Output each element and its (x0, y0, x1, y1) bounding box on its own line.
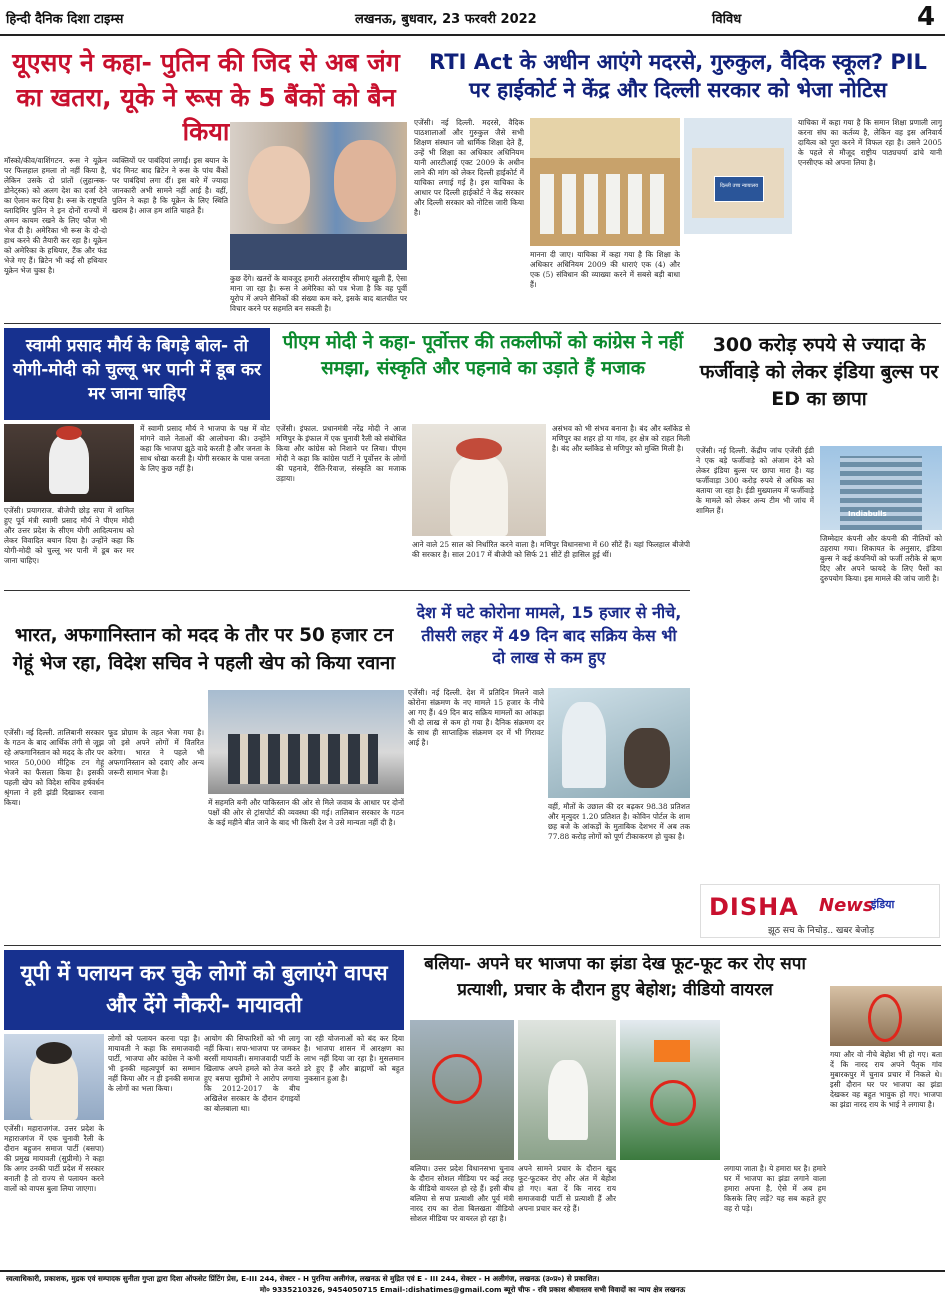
narad-rai-photo-1 (410, 1020, 514, 1160)
story-headline[interactable]: स्वामी प्रसाद मौर्य के बिगड़े बोल- तो योगी-मोदी को चुल्लू भर पानी में डूब कर मर जाना चाहिए (4, 328, 270, 420)
story-body-col3: लगाया जाता है। ये हमारा घर है। हमारे घर में भाजपा का झंडा लगाने वाला हमारा अपना है, ऐसे में अब हम किसके लिए लड़ें? यह सब कहते हुए वह रो पड़े। (724, 1164, 826, 1213)
page-number: 4 (916, 2, 936, 32)
logo-tagline: झूठ सच के निचोड़.. खबर बेजोड़ (767, 926, 875, 936)
story-body-col2: में स्वामी प्रसाद मौर्य ने भाजपा के पक्ष में वोट मांगने वाले नेताओं की आलोचना की। उन्होंने कहा कि भाजपा झूठे वादे करती है और जनता के साथ धोखा करती है। योगी सरकार के पास जनता के लिए कुछ नहीं है। (140, 424, 270, 473)
story-body-col2: अपने सामने प्रचार के दौरान खुद फूट-फूटकर रोए और अंत में बेहोश हो गए। बता दें कि नारद राय समाजवादी पार्टी से प्रत्याशी हैं और अपना प्रचार कर रहे हैं। (518, 1164, 616, 1213)
biden-face-icon (248, 146, 310, 224)
story-body-col2: फूड प्रोग्राम के तहत भेजा गया है। जो इसे अपने लोगों में वितरित करेगा। भारत ने पहले भी अफगानिस्तान को दवाएं और अन्य जरूरी सामान भेजा है। (108, 728, 204, 777)
story-corona (408, 594, 690, 942)
high-court-building-photo (684, 118, 792, 234)
divider (4, 945, 941, 946)
footer (0, 1270, 945, 1295)
biden-putin-photo (230, 122, 407, 270)
story-headline[interactable]: यूपी में पलायन कर चुके लोगों को बुलाएंगे वापस और देंगे नौकरी- मायावती (4, 950, 404, 1030)
patient-icon (624, 728, 670, 788)
story-body-col3: आने वाले 25 साल को निर्धारित करने वाला है। मणिपुर विधानसभा में 60 सीटें हैं। यहां फिलहाल बीजेपी की सरकार है। साल 2017 में बीजेपी को सिर्फ 21 सीटें ही हासिल हुई थीं। (412, 540, 690, 559)
section-label: विविध (712, 12, 742, 27)
indiabulls-building-photo (820, 446, 942, 530)
story-body-col4: गया और वो नीचे बेहोश भी हो गए। बता दें कि नारद राय अपने पैतृक गांव मुबारकपुर में चुनाव प्रचार में निकले थे। इसी दौरान घर पर भाजपा का झंडा देखकर वह बहुत भावुक हो गए। भाजपा का झंडा नारद राय के भाई ने लगाया है। (830, 1050, 942, 1109)
red-circle-highlight (432, 1054, 482, 1104)
story-body-col1: एजेंसी। इंफाल. प्रधानमंत्री नरेंद्र मोदी ने आज मणिपुर के इंफाल में एक चुनावी रैली को संबोधित किया और कांग्रेस को निशाने पर लिया। पीएम मोदी ने कहा कि कांग्रेस पार्टी ने पूर्वोत्तर के लोगों की पहनावे, रीति-रिवाज, संस्कृति का मजाक उड़ाया। (276, 424, 406, 483)
story-body-col4: जा रही योजनाओं को बंद कर दिया है। भाजपा शासन में आरक्षण का लाभ नहीं दिया जा रहा है। मुसलमान डरे हुए हैं और ब्राह्मणों को बहुत नुकसान हुआ है। (304, 1034, 404, 1083)
madrasa-students-photo (530, 118, 680, 246)
story-body-col2b (684, 238, 792, 318)
story-indiabulls (696, 326, 942, 926)
bjp-flag-icon (654, 1040, 690, 1062)
court-signboard: दिल्ली उच्च न्यायालय (714, 176, 764, 202)
story-body-col1: एजेंसी। नई दिल्ली. मदरसे, वैदिक पाठशालाओं और गुरुकुल जैसे सभी शिक्षण संस्थान जो धार्मिक शिक्षा देते हैं, उन्हें भी शिक्षा का अधिकार अधिनियम यानी आरटीआई एक्ट 2009 के अधीन लाने की मांग को लेकर दिल्ली हाईकोर्ट में याचिका लगाई गई है। इस याचिका के आधार पर दिल्ली हाईकोर्ट ने केंद्र सरकार और दिल्ली सरकार को नोटिस जारी किया है। (414, 118, 524, 217)
story-headline[interactable]: यूएसए ने कहा- पुतिन की जिद से अब जंग का खतरा, यूके ने रूस के 5 बैंकों को बैन किया (12, 48, 400, 146)
story-headline[interactable]: भारत, अफगानिस्तान को मदद के तौर पर 50 हजार टन गेहूं भेज रहा, विदेश सचिव ने पहली खेप को किया रवाना (12, 625, 396, 674)
divider (4, 323, 941, 324)
modi-figure-icon (450, 454, 508, 536)
story-body-col2: व्यक्तियों पर पाबंदियां लगाईं। इस बयान के चंद मिनट बाद ब्रिटेन ने रूस के पांच बैंकों पर पाबंदियां लगा दीं। इस बारे में ज्यादा जानकारी अभी सामने नहीं आई है। वहीं, पुतिन ने कहा है कि यूक्रेन के लिए स्थिति खराब है। आज हम शांति चाहते हैं। (112, 156, 228, 215)
footer-line2: मो० 9335210326, 9454050715 Email-:dishatimes@gmail.com ब्यूरो चीफ - रवि प्रकाश श्रीवास्तव सभी विवादों का न्याय क्षेत्र लखनऊ (259, 1285, 686, 1294)
story-body-col1: एजेंसी। प्रयागराज. बीजेपी छोड़ सपा में शामिल हुए पूर्व मंत्री स्वामी प्रसाद मौर्य ने पीएम मोदी और उत्तर प्रदेश के सीएम योगी आदित्यनाथ को लेकर विवादित बयान दिया है। उन्होंने कहा कि योगी-मोदी को चुल्लू भर पानी में डूब कर मर जाना चाहिए। (4, 506, 134, 565)
story-body-col3: याचिका में कहा गया है कि समान शिक्षा प्रणाली लागू करना संघ का कर्तव्य है, लेकिन वह इस अनिवार्य दायित्व को पूरा करने में विफल रहा है। उसने 2005 के पहले से मौजूद राष्ट्रीय पाठ्यचर्या ढांचे यानी एनसीएफ को अपना लिया है। (798, 118, 942, 167)
swami-prasad-photo (4, 424, 134, 502)
wheat-flagoff-photo (208, 690, 404, 794)
story-headline[interactable]: बलिया- अपने घर भाजपा का झंडा देख फूट-फूट कर रोए सपा प्रत्याशी, प्रचार के दौरान हुए बेहोश; वीडियो वायरल (424, 954, 806, 1000)
story-body-col3: आयोग की सिफारिशों को भी लागू नहीं किया। सपा-भाजपा पर जमकर बरसीं मायावती। समाजवादी पार्टी के खिलाफ अपने हमले को तेज करते हुए बसपा सुप्रीमो ने आरोप लगाया कि 2012-2017 के बीच अखिलेश सरकार के दौरान दंगाइयों का बोलबाला था। (204, 1034, 300, 1113)
story-body-col3: कुछ देंगे। खतरों के बावजूद हमारी अंतरराष्ट्रीय सीमाएं खुली हैं, ऐसा माना जा रहा है। रूस ने अमेरिका को पत्र भेजा है कि वह पूर्वी यूरोप में अपने सैनिकों की संख्या कम करे, इसके बाद बातचीत पर विचार करने पर सहमति बन सकती है। (230, 274, 407, 313)
story-body-col2: वहीं, मौतों के उछाल की दर बढ़कर 98.38 प्रतिशत और मृत्युदर 1.20 प्रतिशत है। कोविन पोर्टल के शाम छह बजे के आंकड़ों के मुताबिक देशभर में अब तक 77.88 करोड़ लोगों को पूर्ण टीकाकरण हो चुका है। (548, 802, 690, 841)
mayawati-photo (4, 1034, 104, 1120)
story-headline-line2[interactable]: पर हाईकोर्ट ने केंद्र और दिल्ली सरकार को भेजा नोटिस (469, 78, 887, 102)
story-headline-line1[interactable]: RTI Act के अधीन आएंगे मदरसे, गुरुकुल, वैदिक स्कूल? PIL (429, 50, 927, 74)
story-body-col1: बलिया। उत्तर प्रदेश विधानसभा चुनाव के दौरान सोशल मीडिया पर कई तरह के वीडियो वायरल हो रहे हैं। इसी बीच बलिया से सपा प्रत्याशी और पूर्व मंत्री नारद राय का रोता बिलखता वीडियो सोशल मीडिया पर वायरल हो रहा है। (410, 1164, 514, 1223)
story-mayawati (4, 948, 404, 1268)
story-usa-putin (4, 42, 407, 318)
narad-rai-photo-3 (620, 1020, 720, 1160)
covid-test-photo (548, 688, 690, 798)
story-rti-act (412, 42, 944, 318)
logo-name-suffix: News (819, 895, 874, 916)
story-body-col1: एजेंसी। नई दिल्ली. तालिबानी सरकार के गठन के बाद आर्थिक तंगी से जूझ रहे अफगानिस्तान को मदद के तौर पर भारत 50,000 मीट्रिक टन गेहूं भेजने का फैसला किया है। इसकी पहली खेप को विदेश सचिव हर्षवर्धन श्रृंगला ने हरी झंडी दिखाकर रवाना किया। (4, 728, 104, 807)
story-body-col3: में सहमति बनी और पाकिस्तान की ओर से मिले जवाब के आधार पर दोनों पक्षों की ओर से ट्रांसपोर्ट की व्यवस्था की गई। तालिबान सरकार के गठन के कई महीने बीत जाने के बाद भी किसी देश ने उसे मान्यता नहीं दी है। (208, 798, 404, 827)
disha-news-logo (700, 884, 940, 938)
logo-name: DISHA (709, 893, 799, 921)
paper-name: हिन्दी दैनिक दिशा टाइम्स (6, 12, 124, 27)
story-body-col2: असंभव को भी संभव बनाना है। बंद और ब्लॉकेड से मणिपुर का शहर हो या गांव, हर क्षेत्र को राहत मिली है। बंद और ब्लॉकेड से मणिपुर को मुक्ति मिली है। (552, 424, 690, 453)
narad-rai-photo-4 (830, 986, 942, 1046)
story-body-col1: एजेंसी। महाराजगंज. उत्तर प्रदेश के महाराजगंज में एक चुनावी रैली के दौरान बहुजन समाज पार्टी (बसपा) की प्रमुख मायावती (सुप्रीमो) ने कहा कि अगर उनकी पार्टी प्रदेश में सरकार बनाती है तो राज्य से पलायन करने वालों को वापस बुला लिया जाएगा। (4, 1124, 104, 1193)
story-headline[interactable]: पीएम मोदी ने कहा- पूर्वोत्तर की तकलीफों को कांग्रेस ने नहीं समझा, संस्कृति और पहनावे का उड़ाते हैं मजाक (282, 332, 684, 379)
health-worker-icon (562, 702, 606, 788)
story-body-col2: लोगों को पलायन करना पड़ा है। मायावती ने कहा कि समाजवादी पार्टी, भाजपा और कांग्रेस ने कभी भी इनकी महत्वपूर्ण का सम्मान नहीं किया और न ही इनकी समाज के लोगों का भला किया। (108, 1034, 200, 1093)
indiabulls-sign: Indiabulls (848, 510, 887, 518)
story-body-col2: जिम्मेदार कंपनी और कंपनी की नीतियों को ठहराया गया। शिकायत के अनुसार, इंडिया बुल्स ने कई कंपनियों को फर्जी तरीके से ऋण दिए और अपने फायदे के लिए पैसों का दुरुपयोग किया। इस मामले की जांच जारी है। (820, 534, 942, 583)
logo-sub: इंडिया (871, 898, 895, 911)
footer-line1: स्वत्वाधिकारी, प्रकाशक, मुद्रक एवं सम्पादक सुनीता गुप्ता द्वारा दिशा ऑफसेट प्रिंटिंग प्रेस, E-III 244, सेक्टर - H पुरनिया अलीगंज, लखनऊ से मुद्रित एवं E - III 244, सेक्टर - H अलीगंज, लखनऊ (उ०प्र०) से प्रकाशित। (6, 1274, 600, 1283)
story-pm-modi (276, 326, 690, 586)
speaker-figure-icon (49, 434, 89, 494)
dateline: लखनऊ, बुधवार, 23 फरवरी 2022 (355, 12, 537, 27)
putin-face-icon (334, 140, 396, 222)
narad-rai-photo-2 (518, 1020, 616, 1160)
pm-modi-photo (412, 424, 546, 536)
story-body-col1: एजेंसी। नई दिल्ली. केंद्रीय जांच एजेंसी ईडी ने एक बड़े फर्जीवाड़े को अंजाम देने को लेकर इंडिया बुल्स पर छापा मारा है। यह फर्जीवाड़ा 300 करोड़ रुपये से अधिक का बताया जा रहा है। ईडी मुख्यालय में फर्जीवाड़े के मामले को लेकर अन्य टीम भी जांच में शामिल हैं। (696, 446, 814, 515)
story-afghanistan-wheat (4, 594, 404, 942)
story-ballia (410, 948, 942, 1268)
story-headline[interactable]: 300 करोड़ रुपये से ज्यादा के फर्जीवाड़े को लेकर इंडिया बुल्स पर ED का छापा (699, 334, 939, 410)
story-body-col2: मानना दी जाए। याचिका में कहा गया है कि शिक्षा के अधिकार अधिनियम 2009 की धाराएं एक (4) और एक (5) संविधान की व्याख्या करने में सबसे बड़ी बाधा हैं। (530, 250, 680, 289)
story-headline[interactable]: देश में घटे कोरोना मामले, 15 हजार से नीचे, तीसरी लहर में 49 दिन बाद सक्रिय केस भी दो लाख से कम हुए (408, 596, 690, 684)
story-body-col1: मॉस्को/कीव/वाशिंगटन. रूस ने यूक्रेन पर फिलहाल हमला तो नहीं किया है, लेकिन उसके दो प्रांतों (लुहान्स्क-डोनेट्स्क) को अलग देश का दर्जा देने का ऐलान कर दिया है। रूस के राष्ट्रपति व्लादिमिर पुतिन ने इन दोनों राज्यों में अमन कायम रखने के लिए फौज भी भेज दी है। अमेरिका भी रूस के दो-दो हाथ करने की तैयारी कर रहा है। यूक्रेन को अमेरिका के हथियार, टैंक और फंड भेजे गए हैं। ब्रिटेन भी कई सौ हथियार यूक्रेन भेज चुका है। (4, 156, 107, 275)
story-swami-prasad (4, 326, 270, 586)
story-body-col1: एजेंसी। नई दिल्ली. देश में प्रतिदिन मिलने वाले कोरोना संक्रमण के नए मामले 15 हजार के नीचे आ गए हैं। 49 दिन बाद सक्रिय मामलों का आंकड़ा भी दो लाख से कम हो गया है। दैनिक संक्रमण दर के साथ ही साप्ताहिक संक्रमण दर में भी गिरावट आई है। (408, 688, 544, 747)
masthead (0, 0, 945, 36)
divider (4, 590, 690, 591)
